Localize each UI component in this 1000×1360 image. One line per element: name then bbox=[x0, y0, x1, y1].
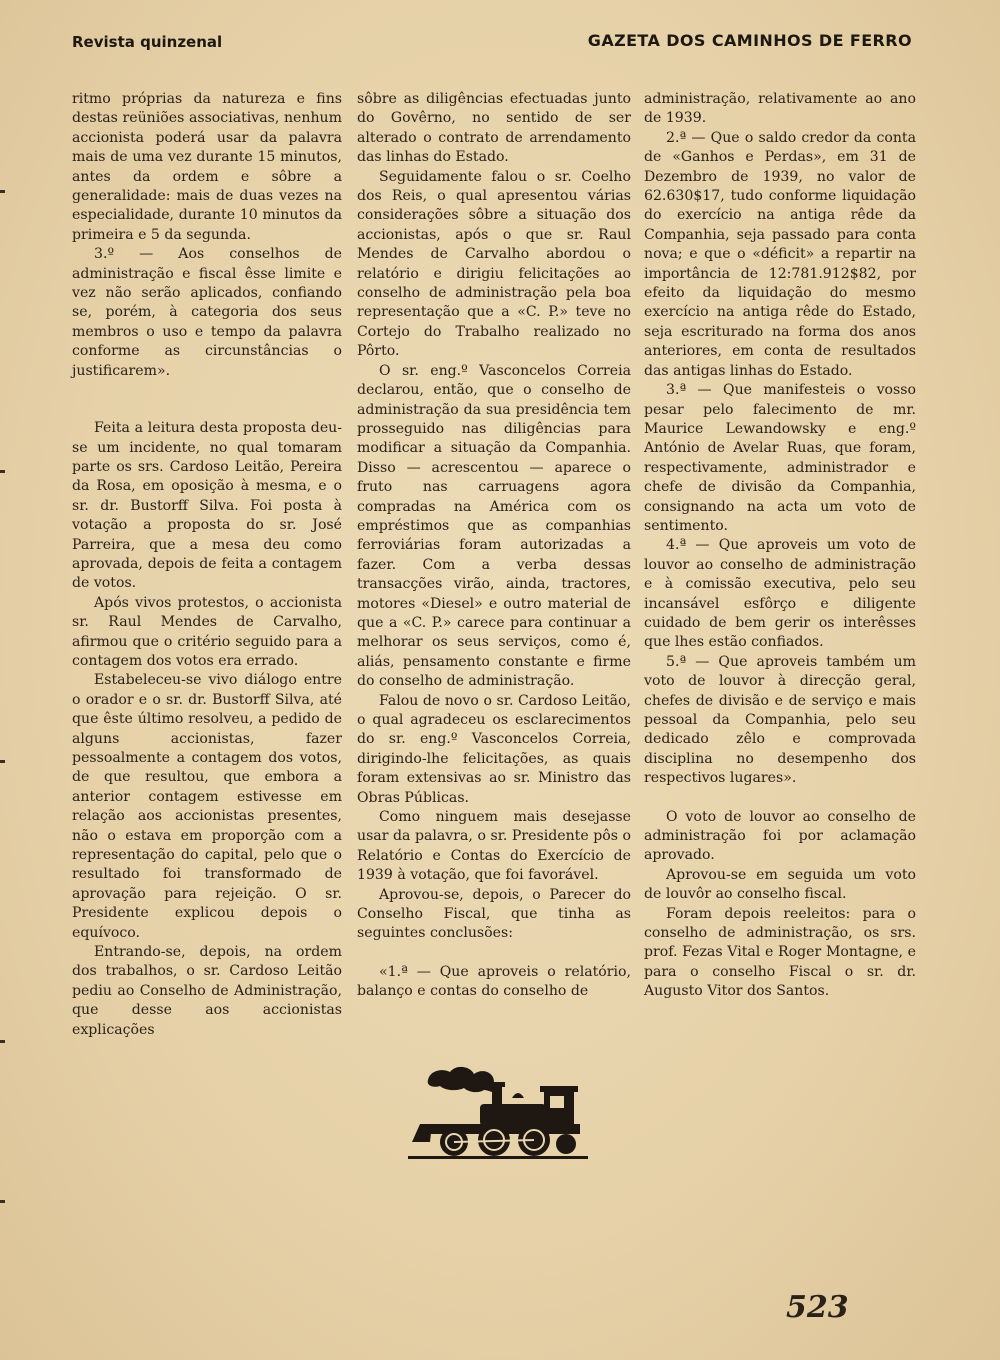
paragraph: ritmo próprias da natureza e fins destas reüniões associativas, nenhum accionista poderá usar da palavra mais de uma vez durante 15 minutos, antes da ordem e sôbre a generalidade: mais de duas vezes na especialidade, durante 10 minutos da primeira e 5 da segunda. bbox=[72, 91, 342, 243]
paragraph: Após vivos protestos, o accionista sr. Raul Mendes de Carvalho, afirmou que o critério seguido para a contagem dos votos era errado. bbox=[72, 594, 342, 669]
paragraph: Feita a leitura desta proposta deu-se um incidente, no qual tomaram parte os srs. Cardoso Leitão, Pereira da Rosa, em oposição à mesma, e o sr. dr. Bustorff Silva. Foi posta à votação a proposta do sr. José Parreira, que a mesa deu como aprovada, depois de feita a contagem de votos. bbox=[72, 420, 342, 592]
paragraph: Como ninguem mais desejasse usar da palavra, o sr. Presidente pôs o Relatório e Contas do Exercício de 1939 à votação, que foi favorável. bbox=[357, 809, 631, 884]
binding-mark-decoration bbox=[0, 0, 8, 1360]
paragraph: O sr. eng.º Vasconcelos Correia declarou, então, que o conselho de administração da sua presidência tem prosseguido nas diligências para modificar a situação da Companhia. Disso — acrescentou — aparece o fruto nas carruagens agora compradas na América com os empréstimos que as companhias ferroviárias foram autorizadas a fazer. Com a verba dessas transacções virão, ainda, tractores, motores «Diesel» e outro material de que a «C. P.» carece para continuar a melhorar os seus serviços, como é, aliás, pensamento constante e firme do conselho de administração. bbox=[357, 362, 631, 690]
paragraph: Falou de novo o sr. Cardoso Leitão, o qual agradeceu os esclarecimentos do sr. eng.º Vasconcelos Correia, dirigindo-lhe felicitações, as quais foram extensivas ao sr. Ministro das Obras Públicas. bbox=[357, 692, 631, 806]
text-column-3 bbox=[644, 90, 916, 1002]
paragraph: 5.ª — Que aproveis também um voto de louvor à direcção geral, chefes de divisão e de serviço e mais pessoal da Companhia, pelo seu dedicado zêlo e comprovada disciplina no desempenho dos respectivos lugares». bbox=[644, 653, 916, 787]
paragraph: «1.ª — Que aproveis o relatório, balanço e contas do conselho de bbox=[357, 963, 631, 1000]
paragraph: 4.ª — Que aproveis um voto de louvor ao conselho de administração e à comissão executiva, pelo seu incansável esfôrço e diligente cuidado de bem gerir os interêsses que lhes estão confiados. bbox=[644, 537, 916, 651]
running-header-left: Revista quinzenal bbox=[72, 33, 223, 51]
paragraph: administração, relativamente ao ano de 1939. bbox=[644, 91, 916, 127]
paragraph: Seguidamente falou o sr. Coelho dos Reis, o qual apresentou várias considerações sôbre a situação dos accionistas, após o que sr. Raul Mendes de Carvalho abordou o relatório e dirigiu felicitações ao conselho de administração pela boa representação que a «C. P.» teve no Cortejo do Trabalho realizado no Pôrto. bbox=[357, 168, 631, 360]
paragraph: Estabeleceu-se vivo diálogo entre o orador e o sr. dr. Bustorff Silva, até que êste último resolveu, a pedido de alguns accionistas, fazer pessoalmente a contagem dos votos, de que resultou, que embora a anterior contagem estivesse em relação aos accionistas presentes, não o estava em proporção com a representação do capital, pelo que o resultado foi transformado de aprovação para rejeição. O sr. Presidente explicou depois o equívoco. bbox=[72, 672, 342, 941]
text-column-2 bbox=[357, 90, 631, 1002]
paragraph: O voto de louvor ao conselho de administração foi por aclamação aprovado. bbox=[644, 808, 916, 864]
paragraph: Aprovou-se, depois, o Parecer do Conselho Fiscal, que tinha as seguintes conclusões: bbox=[357, 886, 631, 942]
paragraph: Foram depois reeleitos: para o conselho de administração, os srs. prof. Fezas Vital e Roger Montagne, e para o conselho Fiscal o sr. dr. Augusto Vitor dos Santos. bbox=[644, 905, 916, 1000]
running-header-right: GAZETA DOS CAMINHOS DE FERRO bbox=[587, 31, 912, 50]
paragraph: Aprovou-se em seguida um voto de louvôr ao conselho fiscal. bbox=[644, 866, 916, 903]
paragraph: Entrando-se, depois, na ordem dos trabalhos, o sr. Cardoso Leitão pediu ao Conselho de Administração, que desse aos accionistas explicações bbox=[72, 944, 342, 1038]
text-column-1 bbox=[72, 90, 342, 1040]
paragraph: 2.ª — Que o saldo credor da conta de «Ganhos e Perdas», em 31 de Dezembro de 1939, no valor de 62.630$17, tudo conforme liquidação do exercício na antiga rêde da Companhia, seja passado para conta nova; e que o «déficit» a repartir na importância de 12:781.912$82, por efeito da liquidação do mesmo exercício na antiga rêde do Estado, seja escriturado na forma dos anos anteriores, em conta de resultados das antigas linhas do Estado. bbox=[644, 129, 916, 379]
page-number: 523 bbox=[786, 1290, 849, 1325]
paragraph: 3.ª — Que manifesteis o vosso pesar pelo falecimento de mr. Maurice Lewandowsky e eng.º António de Avelar Ruas, que foram, respectivamente, administrador e chefe de divisão da Companhia, consignando na acta um voto de sentimento. bbox=[644, 382, 916, 534]
paragraph: 3.º — Aos conselhos de administração e fiscal êsse limite e vez não serão aplicados, confiando se, porém, à categoria dos seus membros o uso e tempo da palavra conforme as circunstâncias o justificarem». bbox=[72, 246, 342, 379]
paragraph: sôbre as diligências efectuadas junto do Govêrno, no sentido de ser alterado o contrato de arrendamento das linhas do Estado. bbox=[357, 91, 631, 166]
steam-locomotive-icon bbox=[408, 1060, 588, 1160]
